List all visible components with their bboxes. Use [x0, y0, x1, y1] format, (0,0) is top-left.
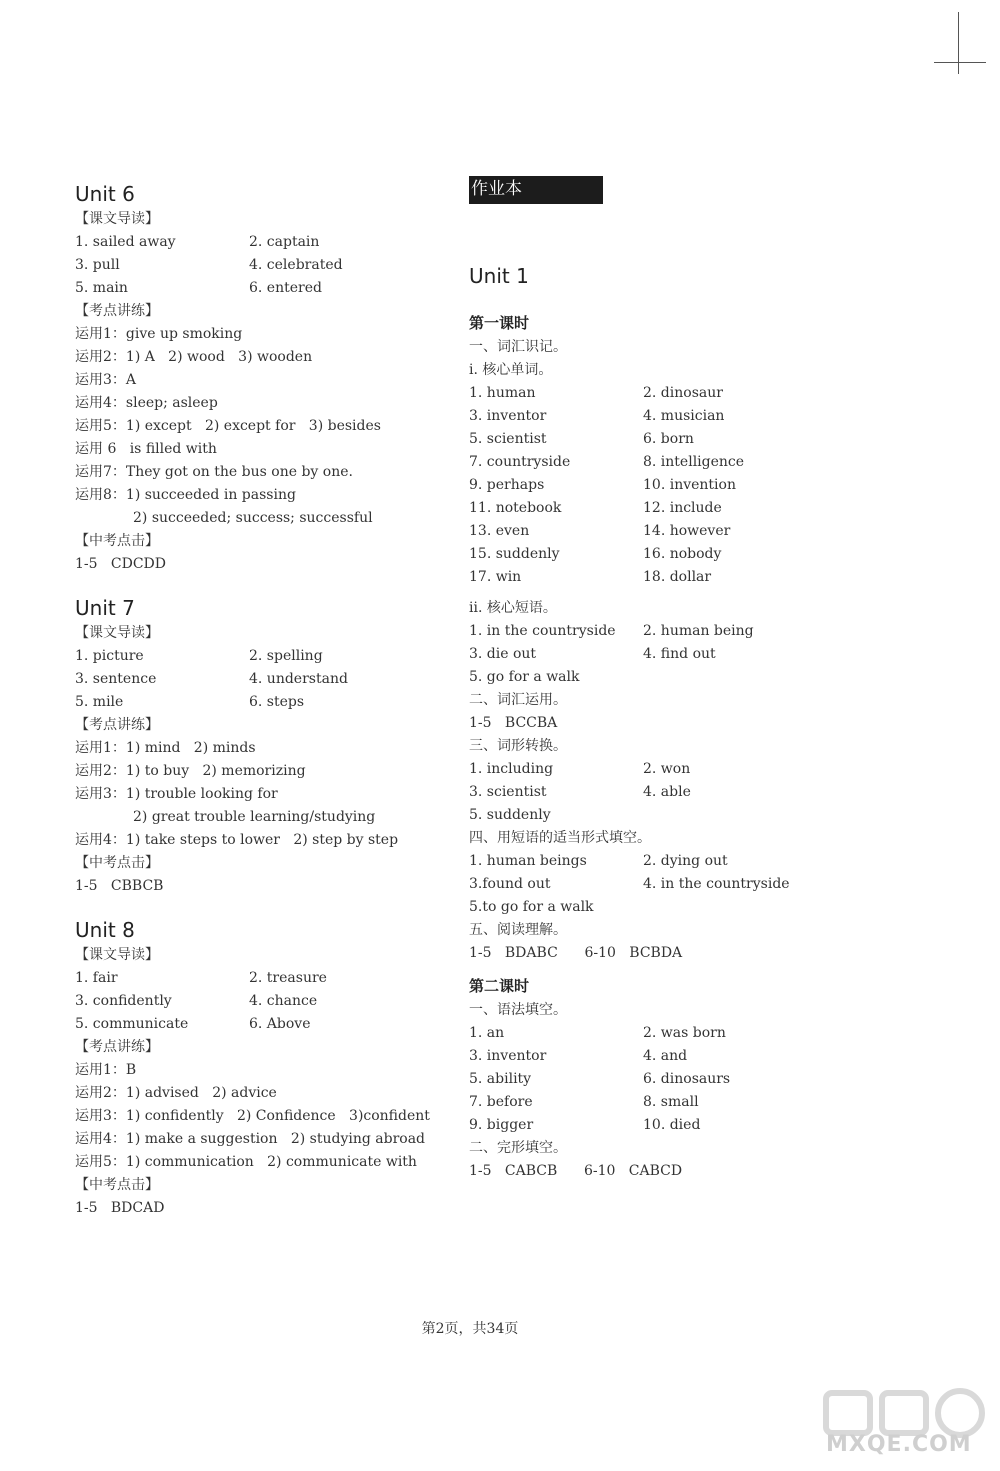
answer-pair-row	[469, 520, 829, 543]
answer-pair-row	[469, 758, 829, 781]
lesson-title: 第二课时	[469, 977, 530, 995]
section-heading: 一、语法填空。	[469, 1002, 567, 1018]
section-heading: 【课文导读】	[75, 625, 159, 641]
answer-pair-row	[469, 620, 829, 643]
answer-line: 运用4：sleep; asleep	[75, 395, 218, 411]
answer-line: 运用1：1) mind 2) minds	[75, 740, 256, 756]
answer-item: 5. go for a walk	[469, 669, 580, 685]
answer-item: 13. even	[469, 523, 530, 539]
answer-item: 5. scientist	[469, 431, 547, 447]
answer-pair-row	[469, 850, 829, 873]
answer-item: 1. sailed away	[75, 234, 176, 250]
answer-item: 14. however	[643, 523, 731, 539]
answer-item: 1. human beings	[469, 853, 587, 869]
answer-item: 7. before	[469, 1094, 533, 1110]
answer-item: 16. nobody	[643, 546, 722, 562]
answer-item: 2. dinosaur	[643, 385, 723, 401]
answer-pair-row	[469, 405, 829, 428]
answer-line-continued: 2) succeeded; success; successful	[133, 510, 373, 526]
answer-item: 2. won	[643, 761, 691, 777]
unit-title: Unit 7	[75, 596, 135, 620]
answer-line: 运用2：1) advised 2) advice	[75, 1085, 277, 1101]
answer-line: 运用 6 is filled with	[75, 441, 217, 457]
answer-item: 17. win	[469, 569, 522, 585]
crop-mark-horizontal	[934, 62, 986, 63]
spacer	[469, 965, 829, 973]
sub-heading: ⅱ. 核心短语。	[469, 600, 557, 616]
answer-line: 1-5 BCCBA	[469, 715, 558, 731]
answer-pair-row	[469, 781, 829, 804]
answer-pair-row	[469, 428, 829, 451]
section-heading: 【中考点击】	[75, 855, 159, 871]
answer-item: 4. able	[643, 784, 691, 800]
answer-item: 2. spelling	[249, 648, 323, 664]
answer-item: 3. die out	[469, 646, 537, 662]
crop-mark-vertical	[958, 12, 959, 74]
answer-pair-row	[469, 1022, 829, 1045]
answer-item: 5. ability	[469, 1071, 532, 1087]
section-heading: 【考点讲练】	[75, 717, 159, 733]
answer-item: 6. dinosaurs	[643, 1071, 731, 1087]
answer-pair-row	[469, 1045, 829, 1068]
answer-pair-row	[469, 451, 829, 474]
answer-line: 运用1：B	[75, 1062, 137, 1078]
answer-pair-row	[469, 543, 829, 566]
answer-item: 3. inventor	[469, 408, 547, 424]
answer-item: 4. and	[643, 1048, 688, 1064]
section-heading: 【中考点击】	[75, 1177, 159, 1193]
answer-pair-row	[75, 967, 445, 990]
answer-item: 1. an	[469, 1025, 505, 1041]
answer-item: 5. mile	[75, 694, 124, 710]
section-heading: 二、词汇运用。	[469, 692, 567, 708]
answer-item: 1. picture	[75, 648, 144, 664]
answer-item: 6. born	[643, 431, 694, 447]
section-heading: 一、词汇识记。	[469, 339, 567, 355]
answer-item: 9. bigger	[469, 1117, 534, 1133]
answer-line: 运用2：1) to buy 2) memorizing	[75, 763, 306, 779]
answer-item: 10. invention	[643, 477, 736, 493]
answer-item: 2. treasure	[249, 970, 327, 986]
answer-line: 运用3：A	[75, 372, 137, 388]
answer-line: 1-5 BDABC 6-10 BCBDA	[469, 945, 683, 961]
unit-title: Unit 1	[469, 264, 529, 288]
answer-item: 15. suddenly	[469, 546, 560, 562]
unit-title: Unit 8	[75, 918, 135, 942]
sub-heading: ⅰ. 核心单词。	[469, 362, 553, 378]
answer-line: 运用5：1) except 2) except for 3) besides	[75, 418, 381, 434]
answer-item: 4. understand	[249, 671, 348, 687]
answer-item: 4. musician	[643, 408, 725, 424]
answer-pair-row	[469, 1091, 829, 1114]
answer-item: 1. fair	[75, 970, 118, 986]
answer-line: 运用3：1) trouble looking for	[75, 786, 278, 802]
answer-item: 3. pull	[75, 257, 120, 273]
answer-item: 3. inventor	[469, 1048, 547, 1064]
answer-line-continued: 2) great trouble learning/studying	[133, 809, 376, 825]
answer-line: 1-5 BDCAD	[75, 1200, 165, 1216]
section-heading: 【考点讲练】	[75, 303, 159, 319]
answer-line: 运用7：They got on the bus one by one.	[75, 464, 353, 480]
answer-pair-row	[75, 691, 445, 714]
right-column	[469, 176, 829, 1183]
left-column	[75, 176, 445, 1220]
answer-pair-row	[75, 668, 445, 691]
answer-line: 运用3：1) confidently 2) Confidence 3)confident	[75, 1108, 430, 1124]
section-heading: 四、用短语的适当形式填空。	[469, 830, 651, 846]
answer-pair-row	[469, 474, 829, 497]
answer-line: 运用2：1) A 2) wood 3) wooden	[75, 349, 313, 365]
answer-line: 运用4：1) make a suggestion 2) studying abroad	[75, 1131, 426, 1147]
answer-item: 8. small	[643, 1094, 699, 1110]
answer-line: 1-5 CABCB 6-10 CABCD	[469, 1163, 683, 1179]
watermark-text: MXQE.COM	[826, 1432, 972, 1457]
answer-item: 4. in the countryside	[643, 876, 790, 892]
answer-line: 1-5 CBBCB	[75, 878, 164, 894]
answer-item: 2. dying out	[643, 853, 728, 869]
answer-item: 4. celebrated	[249, 257, 343, 273]
answer-pair-row	[75, 1013, 445, 1036]
spacer	[469, 210, 829, 258]
workbook-banner: 作业本	[469, 176, 603, 204]
section-heading: 二、完形填空。	[469, 1140, 567, 1156]
spacer	[75, 576, 445, 590]
answer-item: 1. including	[469, 761, 554, 777]
answer-line: 运用1：give up smoking	[75, 326, 243, 342]
section-heading: 三、词形转换。	[469, 738, 567, 754]
answer-item: 1. human	[469, 385, 536, 401]
answer-item: 4. chance	[249, 993, 318, 1009]
section-heading: 【课文导读】	[75, 947, 159, 963]
answer-line: 运用5：1) communication 2) communicate with	[75, 1154, 417, 1170]
answer-item: 5. communicate	[75, 1016, 189, 1032]
section-heading: 【考点讲练】	[75, 1039, 159, 1055]
answer-item: 2. was born	[643, 1025, 726, 1041]
answer-item: 12. include	[643, 500, 722, 516]
answer-item: 1. in the countryside	[469, 623, 616, 639]
answer-item: 5. suddenly	[469, 807, 551, 823]
answer-pair-row	[469, 1114, 829, 1137]
answer-item: 2. human being	[643, 623, 754, 639]
page-footer: 第2页，共34页	[421, 1321, 519, 1337]
answer-line: 运用8：1) succeeded in passing	[75, 487, 296, 503]
answer-item: 9. perhaps	[469, 477, 545, 493]
answer-pair-row	[75, 254, 445, 277]
answer-pair-row	[469, 1068, 829, 1091]
answer-pair-row	[75, 990, 445, 1013]
answer-pair-row	[469, 804, 829, 827]
answer-pair-row	[469, 643, 829, 666]
answer-item: 6. Above	[249, 1016, 311, 1032]
answer-item: 2. captain	[249, 234, 320, 250]
answer-pair-row	[469, 873, 829, 896]
unit-title: Unit 6	[75, 182, 135, 206]
spacer	[469, 290, 829, 310]
answer-pair-row	[469, 566, 829, 589]
answer-item: 3. confidently	[75, 993, 172, 1009]
answer-pair-row	[469, 497, 829, 520]
answer-item: 10. died	[643, 1117, 701, 1133]
answer-item: 3. scientist	[469, 784, 547, 800]
answer-line: 运用4：1) take steps to lower 2) step by step	[75, 832, 399, 848]
answer-pair-row	[469, 896, 829, 919]
answer-item: 11. notebook	[469, 500, 562, 516]
answer-item: 7. countryside	[469, 454, 571, 470]
answer-item: 6. entered	[249, 280, 322, 296]
answer-item: 3. sentence	[75, 671, 157, 687]
answer-item: 6. steps	[249, 694, 305, 710]
spacer	[469, 589, 829, 597]
answer-item: 4. find out	[643, 646, 716, 662]
section-heading: 【课文导读】	[75, 211, 159, 227]
spacer	[75, 898, 445, 912]
answer-item: 5. main	[75, 280, 128, 296]
answer-pair-row	[75, 231, 445, 254]
answer-item: 3.found out	[469, 876, 551, 892]
answer-item: 18. dollar	[643, 569, 712, 585]
answer-pair-row	[75, 277, 445, 300]
answer-item: 8. intelligence	[643, 454, 745, 470]
answer-pair-row	[469, 666, 829, 689]
section-heading: 【中考点击】	[75, 533, 159, 549]
section-heading: 五、阅读理解。	[469, 922, 567, 938]
answer-pair-row	[75, 645, 445, 668]
answer-line: 1-5 CDCDD	[75, 556, 166, 572]
answer-item: 5.to go for a walk	[469, 899, 594, 915]
lesson-title: 第一课时	[469, 314, 530, 332]
answer-pair-row	[469, 382, 829, 405]
